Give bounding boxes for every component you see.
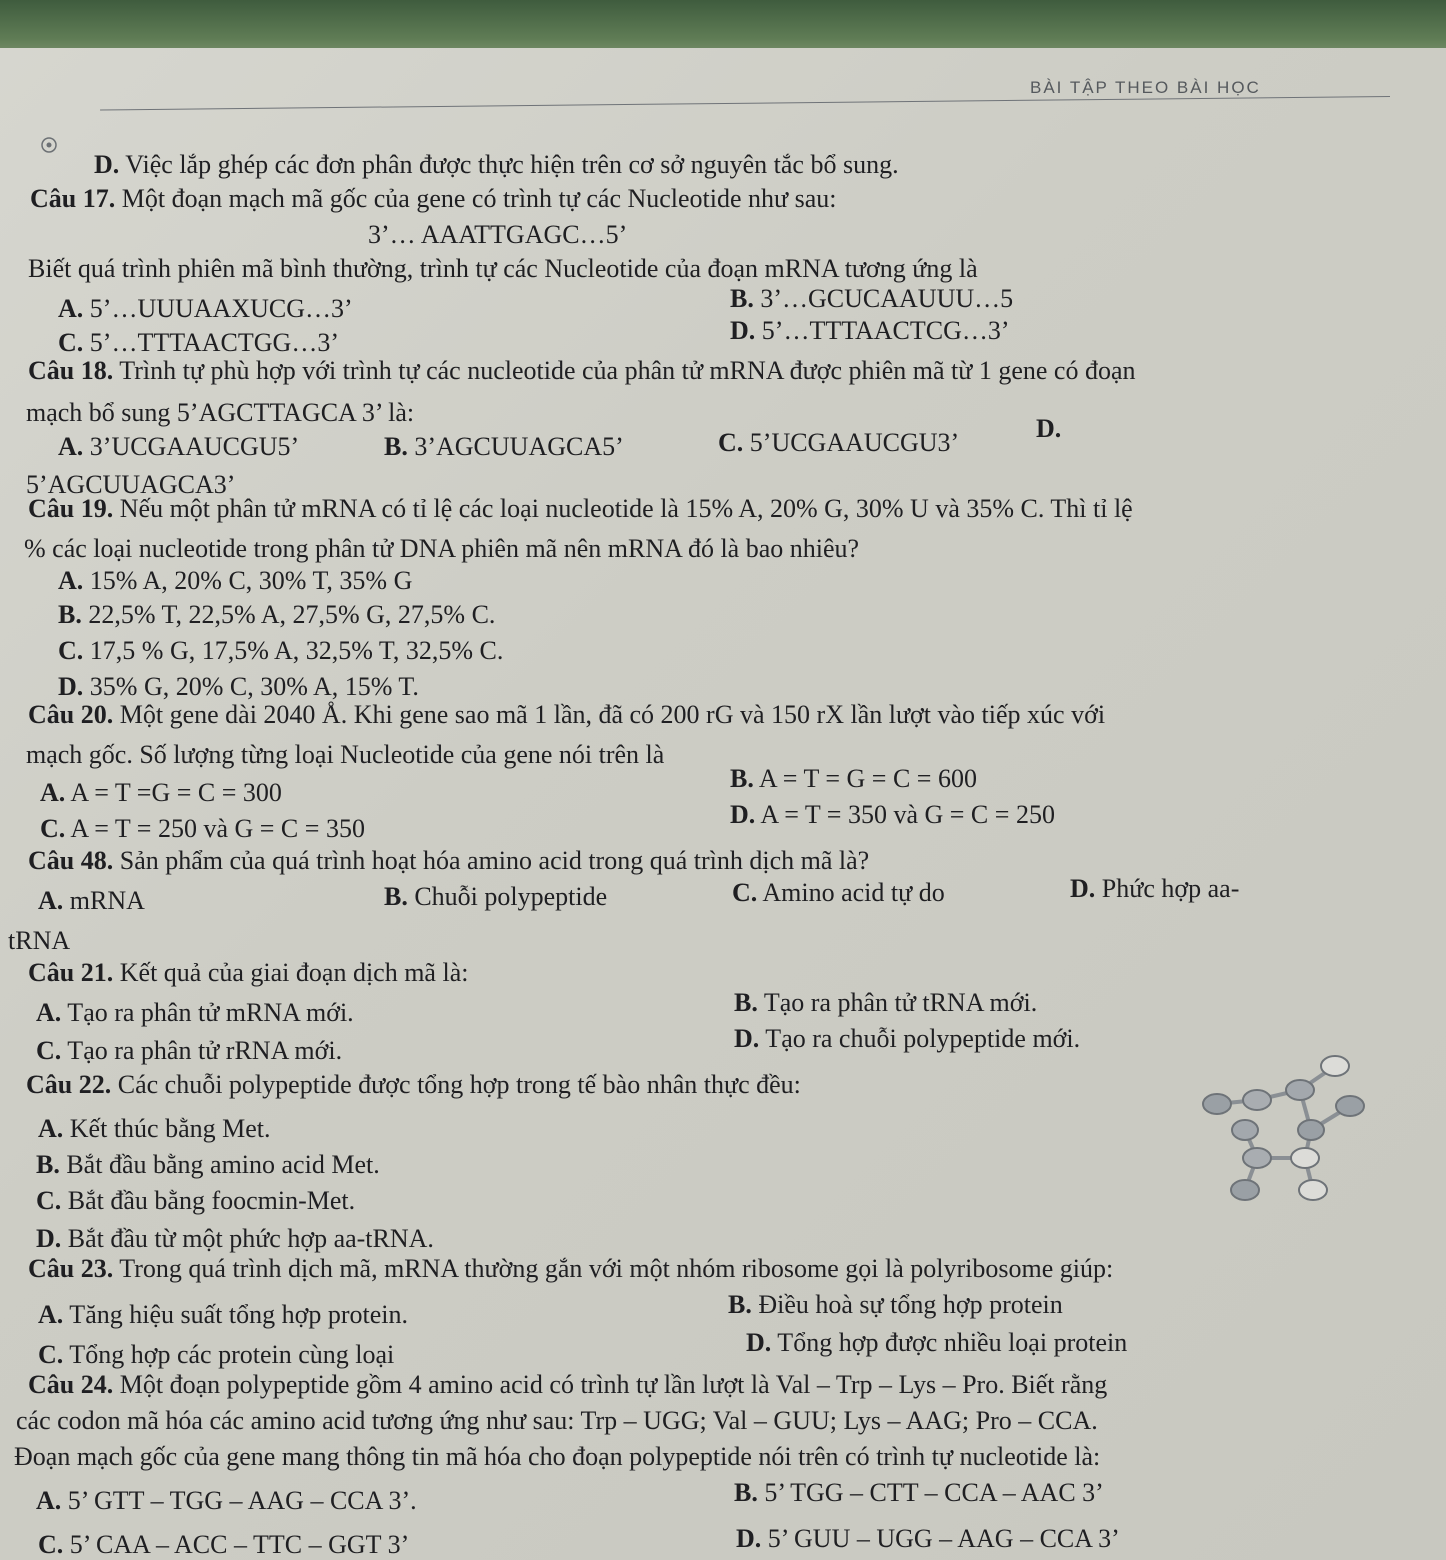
text-line-34	[36, 998, 354, 1028]
item-label: D.	[730, 316, 756, 345]
item-text: 35% G, 20% C, 30% A, 15% T.	[83, 672, 419, 701]
item-text: Nếu một phân tử mRNA có tỉ lệ các loại nucleotide là 15% A, 20% G, 30% U và 35% C. Thì tỉ lệ	[113, 494, 1133, 523]
header-logo-icon	[40, 136, 58, 154]
item-label: Câu 18.	[28, 356, 114, 385]
item-text: Bắt đầu từ một phức hợp aa-tRNA.	[61, 1224, 434, 1253]
item-label: B.	[384, 882, 408, 911]
item-label: Câu 17.	[30, 184, 116, 213]
text-line-20	[58, 672, 419, 702]
item-label: Câu 19.	[28, 494, 114, 523]
item-text: 5’…TTTAACTGG…3’	[83, 328, 339, 357]
item-label: D.	[730, 800, 756, 829]
text-line-19	[58, 636, 503, 666]
item-label: A.	[58, 294, 84, 323]
polypeptide-molecule-illustration	[1195, 1050, 1385, 1205]
item-text: mạch bổ sung 5’AGCTTAGCA 3’ là:	[26, 398, 415, 427]
item-text: các codon mã hóa các amino acid tương ứng như sau: Trp – UGG; Val – GUU; Lys – AAG; Pro – CCA.	[16, 1406, 1098, 1435]
item-text: Việc lắp ghép các đơn phân được thực hiện trên cơ sở nguyên tắc bổ sung.	[119, 150, 899, 179]
item-text: 5’ TGG – CTT – CCA – AAC 3’	[757, 1478, 1104, 1507]
item-label: D.	[94, 150, 120, 179]
item-text: 3’… AAATTGAGC…5’	[368, 220, 628, 249]
text-line-9	[26, 398, 414, 428]
item-label: C.	[732, 878, 758, 907]
item-label: D.	[746, 1328, 772, 1357]
item-text: Tạo ra chuỗi polypeptide mới.	[759, 1024, 1081, 1053]
item-label: D.	[36, 1224, 62, 1253]
item-text: Các chuỗi polypeptide được tổng hợp trong tế bào nhân thực đều:	[111, 1070, 801, 1099]
item-text: Sản phẩm của quá trình hoạt hóa amino acid trong quá trình dịch mã là?	[113, 846, 870, 875]
item-label: Câu 22.	[26, 1070, 112, 1099]
item-label: B.	[734, 988, 758, 1017]
item-text: 5’UCGAAUCGU3’	[743, 428, 960, 457]
text-line-39	[38, 1114, 271, 1144]
item-text: Một đoạn mạch mã gốc của gene có trình tự các Nucleotide như sau:	[115, 184, 837, 213]
item-text: Phức hợp aa-	[1095, 874, 1240, 903]
item-label: A.	[40, 778, 66, 807]
item-label: Câu 23.	[28, 1254, 114, 1283]
text-line-22	[26, 740, 664, 770]
text-line-48	[28, 1370, 1107, 1400]
item-label: B.	[730, 764, 754, 793]
text-line-0	[94, 150, 899, 180]
text-line-33	[28, 958, 468, 988]
text-line-18	[58, 600, 495, 630]
text-line-17	[58, 566, 412, 596]
item-text: 5’AGCUUAGCA3’	[26, 470, 236, 499]
text-line-32	[8, 926, 70, 956]
item-text: A = T = 250 và G = C = 350	[65, 814, 365, 843]
item-text: Tạo ra phân tử mRNA mới.	[61, 998, 354, 1027]
item-label: D.	[1036, 414, 1062, 443]
item-label: A.	[38, 886, 64, 915]
text-line-3	[28, 254, 978, 284]
text-line-50	[14, 1442, 1100, 1472]
item-label: B.	[36, 1150, 60, 1179]
item-text: mRNA	[63, 886, 145, 915]
text-line-21	[28, 700, 1105, 730]
text-line-47	[746, 1328, 1127, 1358]
text-line-38	[26, 1070, 801, 1100]
text-line-16	[24, 534, 859, 564]
item-text: 22,5% T, 22,5% A, 27,5% G, 27,5% C.	[81, 600, 496, 629]
text-line-45	[728, 1290, 1063, 1320]
text-line-25	[40, 814, 365, 844]
text-line-41	[36, 1186, 355, 1216]
text-line-2	[368, 220, 627, 250]
item-text: Một đoạn polypeptide gồm 4 amino acid có trình tự lần lượt là Val – Trp – Lys – Pro. Biết rằng	[113, 1370, 1108, 1399]
item-label: D.	[734, 1024, 760, 1053]
item-text: 5’ CAA – ACC – TTC – GGT 3’	[63, 1530, 410, 1559]
item-label: C.	[36, 1186, 62, 1215]
text-line-35	[734, 988, 1037, 1018]
item-label: B.	[58, 600, 82, 629]
text-line-53	[38, 1530, 409, 1560]
text-line-12	[718, 428, 959, 458]
item-label: A.	[36, 1486, 62, 1515]
item-text: 17,5 % G, 17,5% A, 32,5% T, 32,5% C.	[83, 636, 504, 665]
item-text: Một gene dài 2040 Å. Khi gene sao mã 1 lần, đã có 200 rG và 150 rX lần lượt vào tiếp xúc với	[113, 700, 1106, 729]
item-label: B.	[730, 284, 754, 313]
item-text: A = T = 350 và G = C = 250	[755, 800, 1055, 829]
text-line-44	[38, 1300, 408, 1330]
item-text: 5’ GUU – UGG – AAG – CCA 3’	[761, 1524, 1120, 1553]
item-text: Trình tự phù hợp với trình tự các nucleotide của phân tử mRNA được phiên mã từ 1 gene có đoạn	[113, 356, 1136, 385]
text-line-6	[58, 328, 339, 358]
item-label: B.	[384, 432, 408, 461]
text-line-13	[1036, 414, 1061, 444]
item-text: Tổng hợp các protein cùng loại	[63, 1340, 395, 1369]
text-line-36	[36, 1036, 342, 1066]
text-line-52	[734, 1478, 1104, 1508]
item-text: A = T =G = C = 300	[65, 778, 282, 807]
item-label: B.	[734, 1478, 758, 1507]
text-line-40	[36, 1150, 380, 1180]
item-label: Câu 21.	[28, 958, 114, 987]
item-label: C.	[38, 1530, 64, 1559]
text-line-27	[28, 846, 869, 876]
text-line-31	[1070, 874, 1239, 904]
item-text: 5’ GTT – TGG – AAG – CCA 3’.	[61, 1486, 417, 1515]
text-line-30	[732, 878, 945, 908]
item-text: Biết quá trình phiên mã bình thường, trình tự các Nucleotide của đoạn mRNA tương ứng là	[28, 254, 978, 283]
text-line-46	[38, 1340, 394, 1370]
item-text: Tạo ra phân tử rRNA mới.	[61, 1036, 343, 1065]
item-text: Kết quả của giai đoạn dịch mã là:	[113, 958, 469, 987]
text-line-28	[38, 886, 145, 916]
item-text: mạch gốc. Số lượng từng loại Nucleotide của gene nói trên là	[26, 740, 665, 769]
item-label: C.	[58, 328, 84, 357]
item-label: A.	[58, 432, 84, 461]
item-text: 5’…TTTAACTCG…3’	[755, 316, 1010, 345]
item-text: Trong quá trình dịch mã, mRNA thường gắn với một nhóm ribosome gọi là polyribosome giúp:	[113, 1254, 1114, 1283]
item-label: Câu 20.	[28, 700, 114, 729]
text-line-37	[734, 1024, 1080, 1054]
item-label: D.	[736, 1524, 762, 1553]
item-text: tRNA	[8, 926, 71, 955]
text-line-7	[730, 316, 1010, 346]
item-label: C.	[36, 1036, 62, 1065]
item-text: 3’AGCUUAGCA5’	[407, 432, 624, 461]
text-line-43	[28, 1254, 1113, 1284]
text-line-24	[730, 764, 977, 794]
text-line-23	[40, 778, 282, 808]
text-line-29	[384, 882, 607, 912]
page-header: BÀI TẬP THEO BÀI HỌC	[1030, 78, 1261, 97]
item-label: D.	[58, 672, 84, 701]
text-line-49	[16, 1406, 1098, 1436]
item-label: C.	[718, 428, 744, 457]
text-line-5	[730, 284, 1013, 314]
item-text: % các loại nucleotide trong phân tử DNA phiên mã nên mRNA đó là bao nhiêu?	[24, 534, 860, 563]
text-line-26	[730, 800, 1055, 830]
item-label: D.	[1070, 874, 1096, 903]
text-line-51	[36, 1486, 417, 1516]
item-label: A.	[36, 998, 62, 1027]
item-text: Tổng hợp được nhiều loại protein	[771, 1328, 1128, 1357]
item-text: Đoạn mạch gốc của gene mang thông tin mã hóa cho đoạn polypeptide nói trên có trình tự nucleotide là:	[14, 1442, 1101, 1471]
item-text: 15% A, 20% C, 30% T, 35% G	[83, 566, 413, 595]
item-label: C.	[58, 636, 84, 665]
item-label: C.	[40, 814, 66, 843]
item-label: A.	[38, 1114, 64, 1143]
item-text: 5’…UUUAAXUCG…3’	[83, 294, 353, 323]
item-text: Amino acid tự do	[757, 878, 945, 907]
item-text: Điều hoà sự tổng hợp protein	[751, 1290, 1063, 1319]
item-text: Tạo ra phân tử tRNA mới.	[757, 988, 1038, 1017]
item-label: B.	[728, 1290, 752, 1319]
text-line-10	[58, 432, 299, 462]
text-line-8	[28, 356, 1136, 386]
item-text: Bắt đầu bằng foocmin-Met.	[61, 1186, 356, 1215]
item-label: Câu 48.	[28, 846, 114, 875]
item-text: Kết thúc bằng Met.	[63, 1114, 271, 1143]
item-text: 3’…GCUCAAUUU…5	[753, 284, 1014, 313]
item-label: Câu 24.	[28, 1370, 114, 1399]
item-text: Tăng hiệu suất tổng hợp protein.	[63, 1300, 408, 1329]
text-line-4	[58, 294, 353, 324]
text-line-54	[736, 1524, 1120, 1554]
text-line-15	[28, 494, 1133, 524]
item-text: 3’UCGAAUCGU5’	[83, 432, 300, 461]
item-label: C.	[38, 1340, 64, 1369]
text-line-1	[30, 184, 837, 214]
text-line-11	[384, 432, 624, 462]
item-label: A.	[58, 566, 84, 595]
item-text: A = T = G = C = 600	[753, 764, 977, 793]
item-label: A.	[38, 1300, 64, 1329]
item-text: Bắt đầu bằng amino acid Met.	[59, 1150, 380, 1179]
text-line-42	[36, 1224, 434, 1254]
item-text: Chuỗi polypeptide	[407, 882, 608, 911]
